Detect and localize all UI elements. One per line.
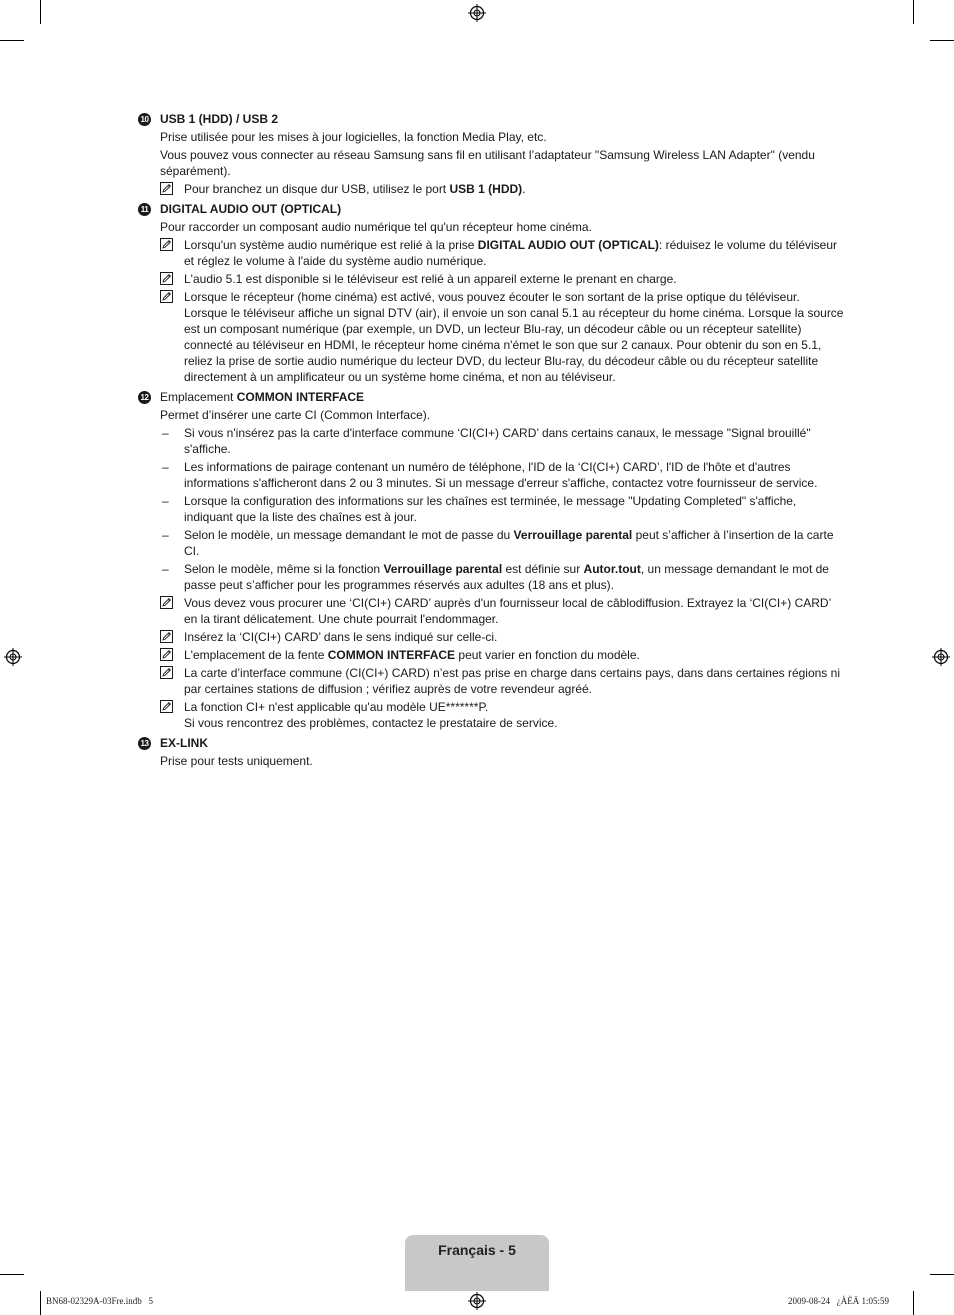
note-pencil-icon <box>160 647 184 663</box>
section-title <box>160 111 278 127</box>
crop-mark-top-left-h <box>0 40 24 41</box>
text-run: L'emplacement de la fente <box>184 648 328 662</box>
bold-text: Autor.tout <box>583 562 641 576</box>
registration-mark-icon <box>468 1292 486 1310</box>
section-title-prefix: Emplacement <box>160 390 237 404</box>
dash-item <box>160 561 844 593</box>
item-text <box>184 647 844 663</box>
note-item <box>160 699 844 731</box>
text-run: La fonction CI+ n'est applicable qu'au modèle UE*******P. <box>184 700 489 714</box>
note-pencil-icon <box>160 271 184 287</box>
bold-text: Verrouillage parental <box>383 562 503 576</box>
crop-mark-bottom-right-v <box>913 1291 914 1315</box>
note-item <box>160 237 844 269</box>
text-run: peut s’afficher à l’insertion de la carte CI. <box>184 528 834 558</box>
dash-item <box>160 493 844 525</box>
body-paragraph <box>160 219 844 235</box>
page-footer-tab <box>405 1235 549 1291</box>
text-run: : réduisez le volume du téléviseur et réglez le volume à l'aide du système audio numérique. <box>184 238 837 268</box>
body-paragraph <box>160 147 844 179</box>
section-heading <box>138 735 844 751</box>
bold-text: USB 1 (HDD) <box>449 182 523 196</box>
text-run: Si vous rencontrez des problèmes, contactez le prestataire de service. <box>184 716 558 730</box>
item-text <box>184 527 844 559</box>
text-run: Vous devez vous procurer une ‘CI(CI+) CARD’ auprès d'un fournisseur local de câblodiffusion. Extrayez la ‘CI(CI+) CARD’ en la tirant délicatement. Une chute pourrait l'endommager. <box>184 596 831 626</box>
dash-bullet: – <box>162 460 169 474</box>
dash-item <box>160 527 844 559</box>
text-run: peut varier en fonction du modèle. <box>455 648 640 662</box>
item-text <box>184 561 844 593</box>
crop-mark-bottom-right-h <box>930 1274 954 1275</box>
text-run: Les informations de pairage contenant un numéro de téléphone, l'ID de la ‘CI(CI+) CARD’, l'ID de l'hôte et d'autres informations s'afficheront dans 2 ou 3 minutes. Si un message d'erreur s'affiche, contactez votre fournisseur de service. <box>184 460 818 490</box>
dash-bullet: – <box>162 562 169 576</box>
print-slug-left: BN68-02329A-03Fre.indb 5 <box>46 1296 153 1306</box>
dash-bullet: – <box>162 528 169 542</box>
note-pencil-icon <box>160 665 184 697</box>
text-run: Prise pour tests uniquement. <box>160 754 313 768</box>
section-title-bold: COMMON INTERFACE <box>236 390 365 404</box>
note-pencil-icon <box>160 629 184 645</box>
crop-mark-top-left-v <box>40 0 41 24</box>
note-pencil-icon <box>160 237 184 269</box>
dash-bullet: – <box>162 426 169 440</box>
print-slug-right: 2009-08-24 ¿ÀÈÄ 1:05:59 <box>788 1296 889 1306</box>
crop-mark-bottom-left-v <box>40 1291 41 1315</box>
body-paragraph <box>160 753 844 769</box>
bold-text: Verrouillage parental <box>513 528 633 542</box>
item-text <box>184 665 844 697</box>
page-number-label: Français - 5 <box>438 1242 516 1258</box>
text-run: Pour branchez un disque dur USB, utilisez le port <box>184 182 450 196</box>
body-paragraph <box>160 407 844 423</box>
item-text <box>184 271 844 287</box>
registration-mark-icon <box>932 648 950 666</box>
section <box>138 201 844 385</box>
manual-content <box>138 111 844 773</box>
note-pencil-icon <box>160 595 184 627</box>
section-heading <box>138 111 844 127</box>
section-number-badge: 10 <box>138 113 151 126</box>
text-run: . <box>522 182 526 196</box>
text-run: Permet d’insérer une carte CI (Common Interface). <box>160 408 431 422</box>
crop-mark-top-right-h <box>930 40 954 41</box>
text-run: , un message demandant le mot de passe peut s’afficher pour les programmes réservés aux adultes (18 ans et plus). <box>184 562 829 592</box>
dash-item <box>160 425 844 457</box>
note-item <box>160 181 844 197</box>
item-text <box>184 493 844 525</box>
section-heading <box>138 389 844 405</box>
section <box>138 389 844 731</box>
text-run: La carte d’interface commune (CI(CI+) CARD) n’est pas prise en charge dans certains pays, dans dans certaines régions ni par certaines stations de diffusion ; vérifiez auprès de votre revendeur agréé. <box>184 666 840 696</box>
item-text <box>184 425 844 457</box>
section-number-badge: 11 <box>138 203 151 216</box>
item-text <box>184 181 844 197</box>
section-title-bold: USB 1 (HDD) / USB 2 <box>160 112 279 126</box>
note-item <box>160 271 844 287</box>
bold-text: COMMON INTERFACE <box>327 648 456 662</box>
text-run: L'audio 5.1 est disponible si le téléviseur est relié à un appareil externe le prenant en charge. <box>184 272 677 286</box>
section-title-bold: DIGITAL AUDIO OUT (OPTICAL) <box>160 202 342 216</box>
section-number-badge: 13 <box>138 737 151 750</box>
note-item <box>160 647 844 663</box>
registration-mark-icon <box>468 4 486 22</box>
item-text <box>184 459 844 491</box>
crop-mark-bottom-left-h <box>0 1274 24 1275</box>
item-text <box>184 699 844 731</box>
section-number-badge: 12 <box>138 391 151 404</box>
text-run: est définie sur <box>502 562 584 576</box>
section-heading <box>138 201 844 217</box>
item-text <box>184 629 844 645</box>
item-text <box>184 237 844 269</box>
section <box>138 735 844 769</box>
bold-text: DIGITAL AUDIO OUT (OPTICAL) <box>477 238 659 252</box>
note-item <box>160 629 844 645</box>
section <box>138 111 844 197</box>
dash-item <box>160 459 844 491</box>
text-run: Lorsque la configuration des informations sur les chaînes est terminée, le message "Updating Completed" s'affiche, indiquant que la liste des chaînes est à jour. <box>184 494 797 524</box>
note-item <box>160 665 844 697</box>
note-pencil-icon <box>160 289 184 385</box>
section-title <box>160 735 208 751</box>
dash-bullet: – <box>162 494 169 508</box>
note-pencil-icon <box>160 181 184 197</box>
crop-mark-top-right-v <box>913 0 914 24</box>
text-run: Si vous n'insérez pas la carte d'interface commune ‘CI(CI+) CARD’ dans certains canaux, le message "Signal brouillé" s'affiche. <box>184 426 811 456</box>
note-pencil-icon <box>160 699 184 731</box>
item-text <box>184 595 844 627</box>
note-item <box>160 595 844 627</box>
text-run: Lorsqu'un système audio numérique est relié à la prise <box>184 238 478 252</box>
registration-mark-icon <box>4 648 22 666</box>
note-item <box>160 289 844 385</box>
text-run: Selon le modèle, même si la fonction <box>184 562 384 576</box>
text-run: Insérez la ‘CI(CI+) CARD’ dans le sens indiqué sur celle-ci. <box>184 630 498 644</box>
text-run: Pour raccorder un composant audio numérique tel qu'un récepteur home cinéma. <box>160 220 592 234</box>
text-run: Vous pouvez vous connecter au réseau Samsung sans fil en utilisant l’adaptateur "Samsung Wireless LAN Adapter" (vendu séparément). <box>160 148 815 178</box>
item-text <box>184 289 844 385</box>
section-title <box>160 201 341 217</box>
text-run: Prise utilisée pour les mises à jour logicielles, la fonction Media Play, etc. <box>160 130 547 144</box>
section-title-bold: EX-LINK <box>160 736 208 750</box>
section-title <box>160 389 364 405</box>
body-paragraph <box>160 129 844 145</box>
text-run: Selon le modèle, un message demandant le mot de passe du <box>184 528 514 542</box>
text-run: Lorsque le récepteur (home cinéma) est activé, vous pouvez écouter le son sortant de la prise optique du téléviseur. Lorsque le téléviseur affiche un signal DTV (air), il envoie un son canal 5.1 au récepteur du home cinéma. Lorsque la source est un composant numérique (par exemple, un DVD, un lecteur Blu-ray, un décodeur câble ou un récepteur satellite) connecté au téléviseur en HDMI, le récepteur home cinéma n'émet le son que sur 2 canaux. Pour obtenir du son en 5.1, reliez la prise de sortie audio numérique du lecteur DVD, du lecteur Blu-ray, du décodeur câble ou du récepteur satellite directement à un amplificateur ou un système home cinéma, et non au téléviseur. <box>184 290 844 384</box>
